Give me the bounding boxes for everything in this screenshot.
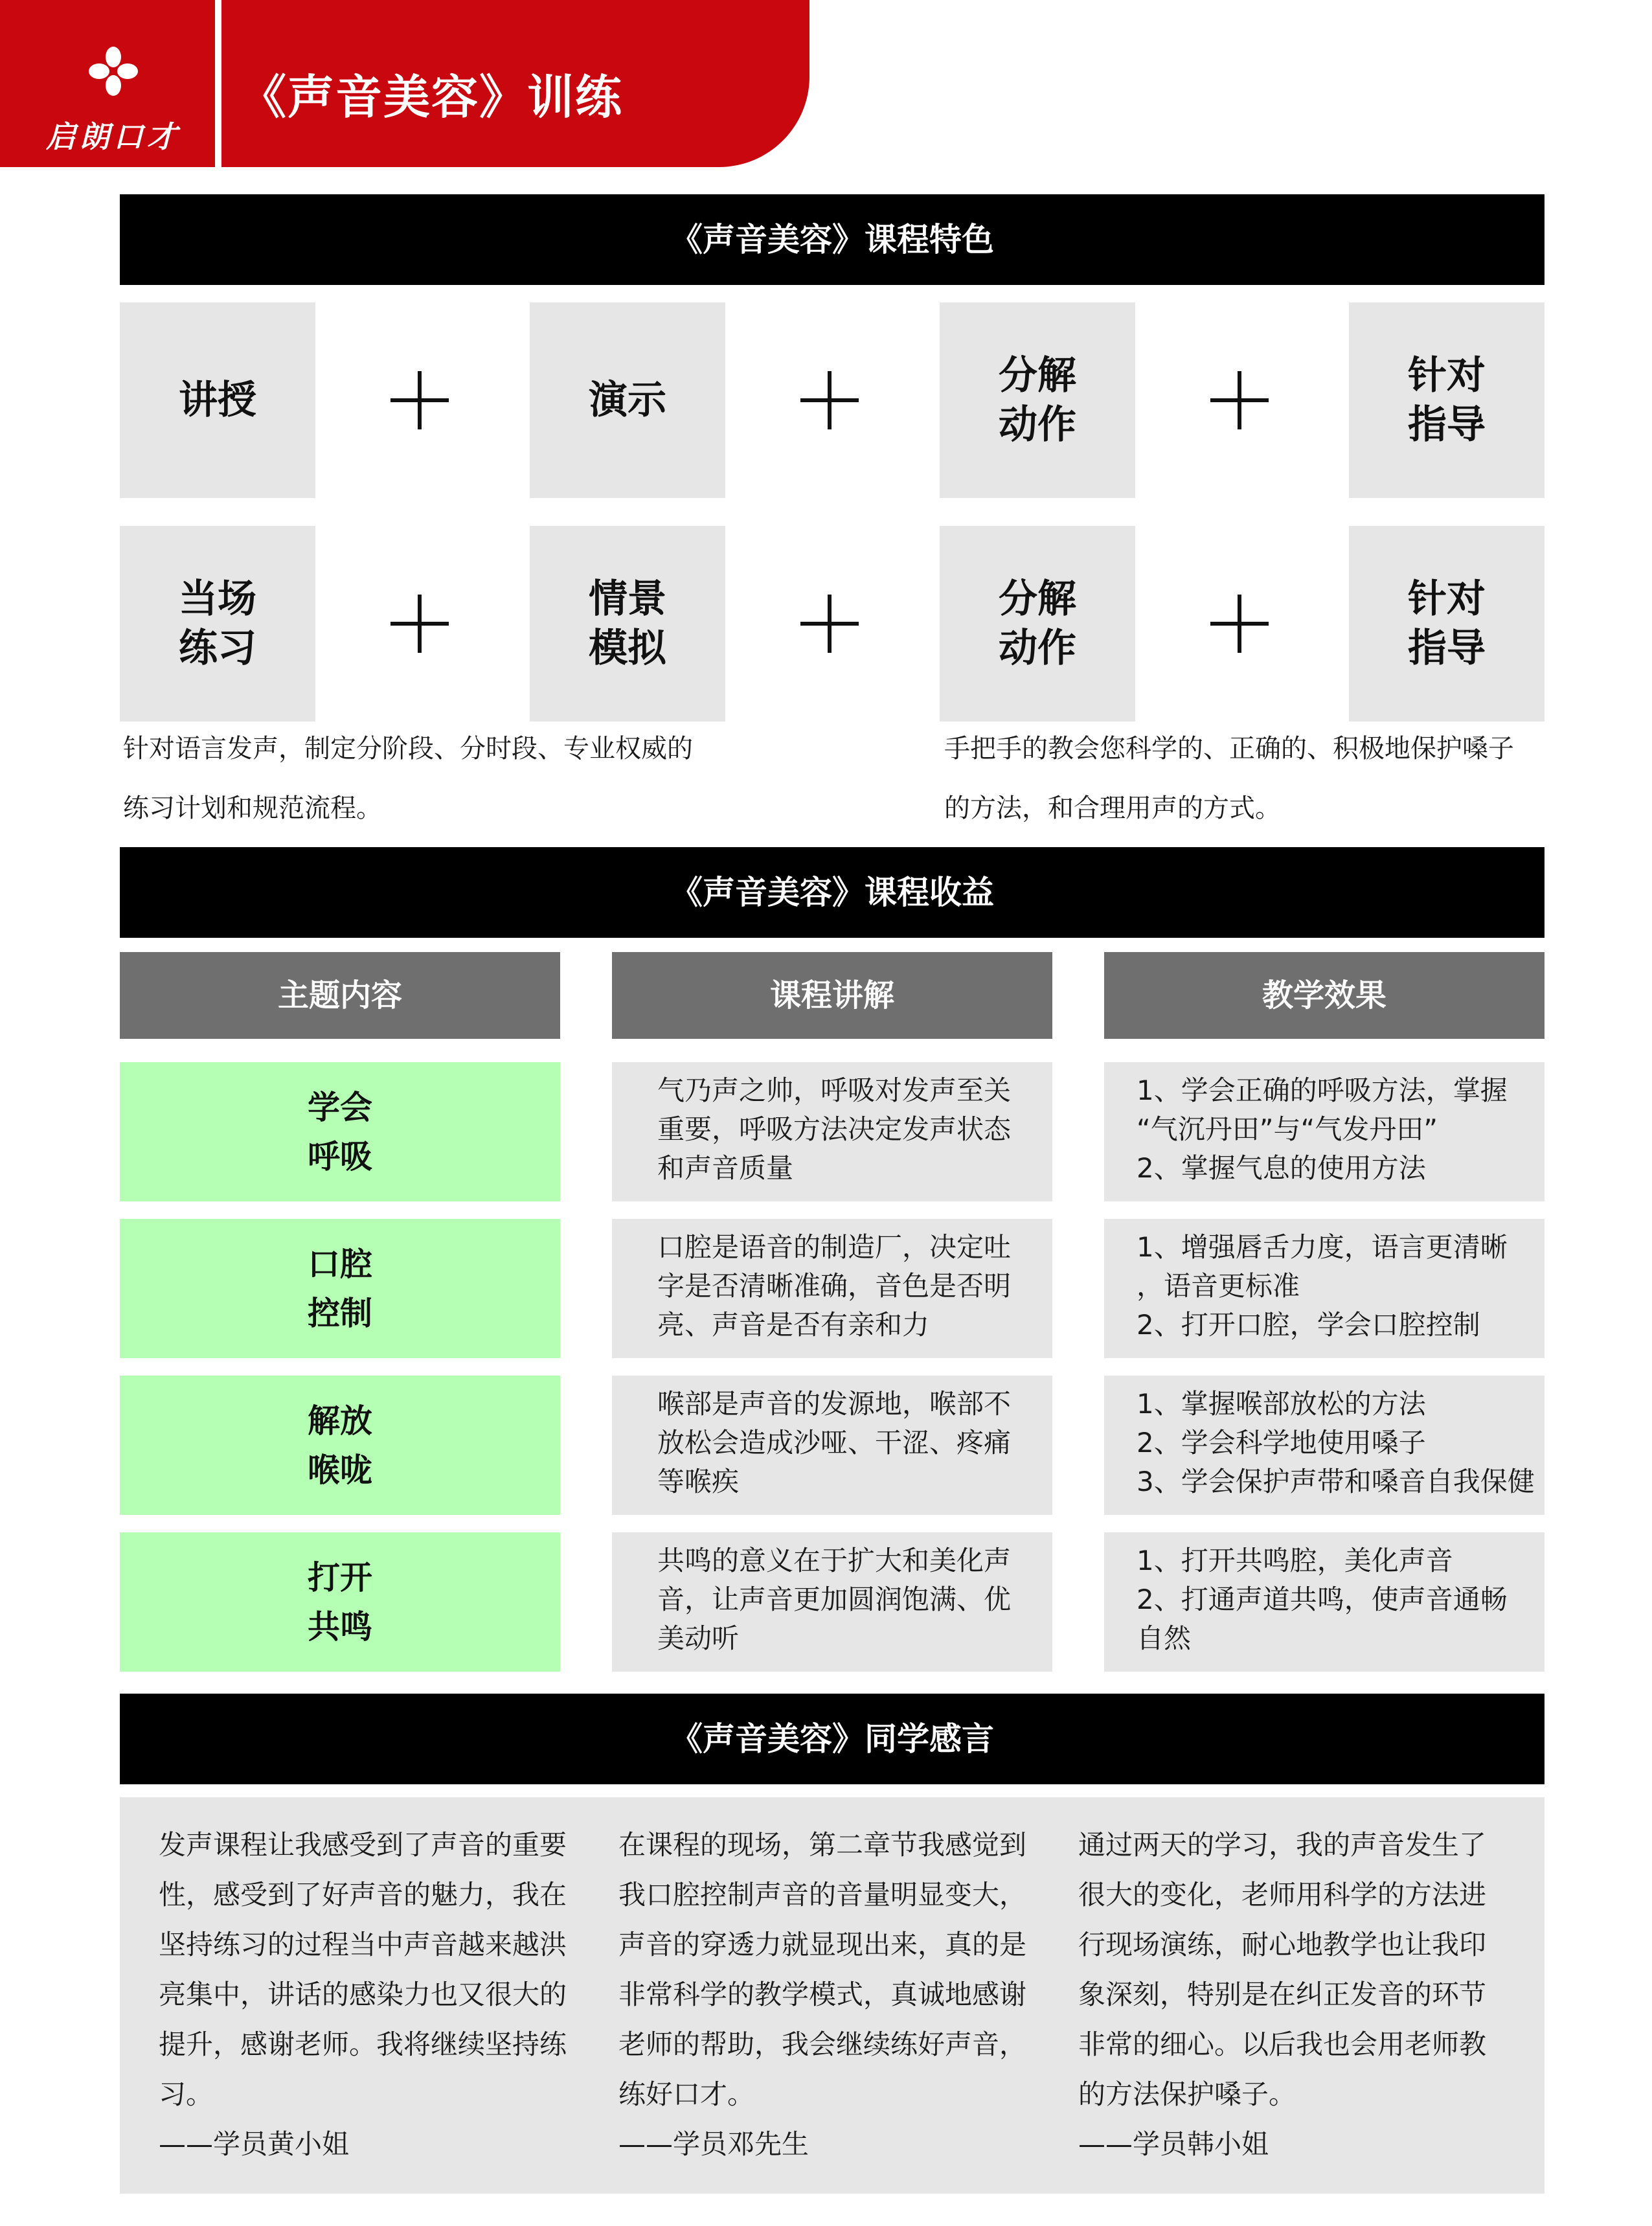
explanation-cell [612, 1376, 1052, 1515]
effect-line: 2、掌握气息的使用方法 [1137, 1152, 1426, 1184]
explanation-cell [612, 1219, 1052, 1358]
topic-cell: 口腔 控制 [120, 1219, 560, 1358]
plus-icon [800, 371, 859, 429]
effect-line: 2、打开口腔，学会口腔控制 [1137, 1309, 1480, 1341]
effect-line: 自然 [1137, 1622, 1192, 1654]
features-note-right [944, 719, 1592, 838]
feature-box: 分解 动作 [940, 526, 1135, 721]
effect-line: 2、学会科学地使用嗓子 [1137, 1427, 1426, 1459]
feature-box: 针对 指导 [1349, 526, 1545, 721]
explanation-cell [612, 1062, 1052, 1201]
testimonial [159, 1820, 580, 2169]
effect-line: 1、学会正确的呼吸方法，掌握 [1137, 1074, 1508, 1106]
topic-cell: 学会 呼吸 [120, 1062, 560, 1201]
effect-line: 1、打开共鸣腔，美化声音 [1137, 1545, 1453, 1576]
testimonial-line: 老师的帮助，我会继续练好声音， [618, 2028, 1027, 2060]
plus-icon [390, 371, 449, 429]
explanation-line: 美动听 [657, 1622, 740, 1654]
brand-logo [26, 45, 201, 155]
effect-cell [1104, 1532, 1545, 1672]
plus-icon [390, 595, 449, 653]
testimonial-line: 坚持练习的过程当中声音越来越洪 [159, 1929, 567, 1960]
testimonial-line: 在课程的现场，第二章节我感觉到 [618, 1829, 1027, 1861]
topic-cell: 解放 喉咙 [120, 1376, 560, 1515]
explanation-line: 等喉疾 [657, 1466, 740, 1497]
effect-cell [1104, 1376, 1545, 1515]
testimonial-line: 亮集中，讲话的感染力也又很大的 [159, 1979, 567, 2010]
feature-box: 分解 动作 [940, 302, 1135, 498]
effect-line: 1、增强唇舌力度，语言更清晰 [1137, 1231, 1508, 1263]
flower-icon [87, 45, 139, 97]
testimonial-line: 声音的穿透力就显现出来，真的是 [618, 1929, 1027, 1960]
explanation-line: 口腔是语音的制造厂，决定吐 [657, 1231, 1012, 1263]
effect-line: 3、学会保护声带和嗓音自我保健 [1137, 1466, 1535, 1497]
effect-line: 1、掌握喉部放松的方法 [1137, 1388, 1426, 1420]
feature-box: 演示 [530, 302, 725, 498]
testimonial-line: 非常的细心。以后我也会用老师教 [1078, 2028, 1487, 2060]
table-header-effect: 教学效果 [1104, 952, 1545, 1039]
testimonial-line: 象深刻，特别是在纠正发音的环节 [1078, 1979, 1487, 2010]
feature-box: 讲授 [120, 302, 315, 498]
explanation-line: 和声音质量 [657, 1152, 794, 1184]
testimonial-line: 的方法保护嗓子。 [1078, 2078, 1296, 2110]
testimonial-line: 发声课程让我感受到了声音的重要 [159, 1829, 567, 1861]
testimonials-section-title: 《声音美容》同学感言 [120, 1694, 1545, 1784]
note-line: 针对语言发声，制定分阶段、分时段、专业权威的 [123, 734, 693, 764]
testimonial-line: 通过两天的学习，我的声音发生了 [1078, 1829, 1487, 1861]
feature-box: 针对 指导 [1349, 302, 1545, 498]
header-divider [215, 0, 221, 167]
features-note-left [123, 719, 771, 838]
testimonial-line: 很大的变化，老师用科学的方法进 [1078, 1879, 1487, 1911]
feature-box: 当场 练习 [120, 526, 315, 721]
testimonial-line: 提升，感谢老师。我将继续坚持练 [159, 2028, 567, 2060]
testimonial-line: 性，感受到了好声音的魅力，我在 [159, 1879, 567, 1911]
effect-line: ，语音更标准 [1137, 1270, 1300, 1302]
testimonial-line: 练好口才。 [618, 2078, 755, 2110]
testimonial-line: 习。 [159, 2078, 214, 2110]
table-header-topic: 主题内容 [120, 952, 560, 1039]
note-line: 的方法，和合理用声的方式。 [944, 793, 1281, 823]
effect-cell [1104, 1219, 1545, 1358]
plus-icon [1210, 371, 1269, 429]
plus-icon [1210, 595, 1269, 653]
note-line: 手把手的教会您科学的、正确的、积极地保护嗓子 [944, 734, 1514, 764]
testimonial-author: ——学员邓先生 [618, 2128, 809, 2160]
testimonial-line: 我口腔控制声音的音量明显变大， [618, 1879, 1027, 1911]
table-header-explanation: 课程讲解 [612, 952, 1052, 1039]
testimonial-line: 行现场演练，耐心地教学也让我印 [1078, 1929, 1487, 1960]
testimonial [618, 1820, 1039, 2169]
brand-logo-text: 启朗口才 [46, 119, 181, 154]
testimonial [1078, 1820, 1499, 2169]
note-line: 练习计划和规范流程。 [123, 793, 382, 823]
plus-icon [800, 595, 859, 653]
explanation-cell [612, 1532, 1052, 1672]
explanation-line: 重要，呼吸方法决定发声状态 [657, 1113, 1012, 1145]
testimonial-author: ——学员韩小姐 [1078, 2128, 1269, 2160]
topic-cell: 打开 共鸣 [120, 1532, 560, 1672]
explanation-line: 共鸣的意义在于扩大和美化声 [657, 1545, 1012, 1576]
page-header [0, 0, 809, 167]
testimonial-author: ——学员黄小姐 [159, 2128, 350, 2160]
testimonial-line: 非常科学的教学模式，真诚地感谢 [618, 1979, 1027, 2010]
effect-line: 2、打通声道共鸣，使声音通畅 [1137, 1584, 1508, 1615]
explanation-line: 字是否清晰准确，音色是否明 [657, 1270, 1012, 1302]
page-title: 《声音美容》训练 [240, 69, 624, 124]
explanation-line: 气乃声之帅，呼吸对发声至关 [657, 1074, 1012, 1106]
benefits-section-title: 《声音美容》课程收益 [120, 847, 1545, 938]
features-section-title: 《声音美容》课程特色 [120, 194, 1545, 285]
explanation-line: 亮、声音是否有亲和力 [657, 1309, 930, 1341]
explanation-line: 音，让声音更加圆润饱满、优 [657, 1584, 1012, 1615]
effect-cell [1104, 1062, 1545, 1201]
feature-box: 情景 模拟 [530, 526, 725, 721]
effect-line: “气沉丹田”与“气发丹田” [1137, 1113, 1438, 1145]
explanation-line: 放松会造成沙哑、干涩、疼痛 [657, 1427, 1012, 1459]
explanation-line: 喉部是声音的发源地，喉部不 [657, 1388, 1012, 1420]
